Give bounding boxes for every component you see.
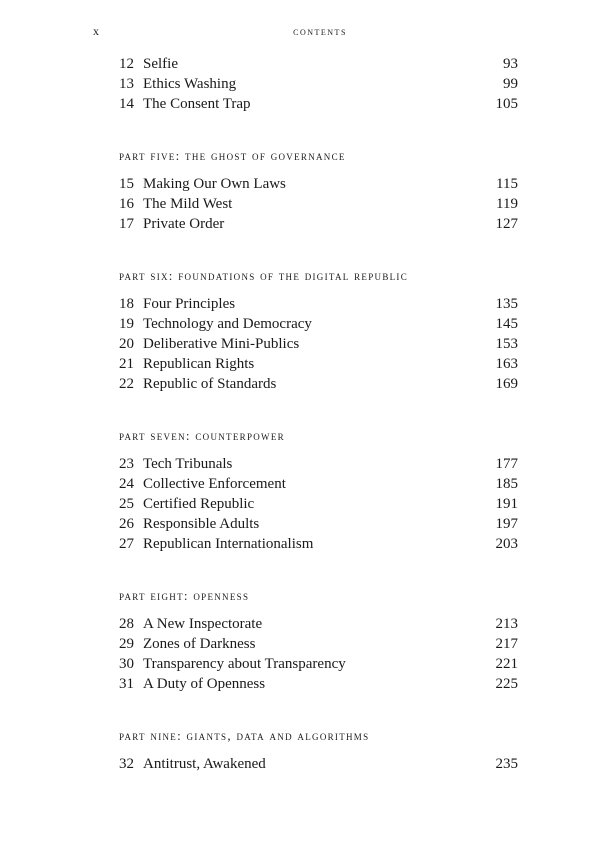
toc-entry bbox=[119, 674, 518, 694]
page-number: 191 bbox=[495, 496, 518, 512]
toc-entry bbox=[119, 314, 518, 334]
toc-entry bbox=[119, 74, 518, 94]
chapter-title: Private Order bbox=[143, 216, 225, 232]
chapter-title: A New Inspectorate bbox=[143, 616, 263, 632]
chapter-title: Collective Enforcement bbox=[143, 476, 286, 492]
chapter-title: Selfie bbox=[143, 56, 178, 72]
chapter-number: 19 bbox=[119, 316, 134, 332]
chapter-number: 18 bbox=[119, 296, 134, 312]
chapter-number: 21 bbox=[119, 356, 134, 372]
chapter-title: Ethics Washing bbox=[143, 76, 237, 92]
page-number: 213 bbox=[495, 616, 518, 632]
toc-entry bbox=[119, 614, 518, 634]
page-number: 153 bbox=[495, 336, 518, 352]
page-number: 221 bbox=[495, 656, 518, 672]
toc-entry bbox=[119, 754, 518, 774]
toc-entry bbox=[119, 334, 518, 354]
toc-entry bbox=[119, 354, 518, 374]
chapter-title: Certified Republic bbox=[143, 496, 255, 512]
chapter-title: Responsible Adults bbox=[143, 516, 260, 532]
chapter-number: 13 bbox=[119, 76, 134, 92]
chapter-title: Deliberative Mini-Publics bbox=[143, 336, 300, 352]
part-heading: part six: foundations of the digital republic bbox=[119, 268, 409, 283]
part-heading: part five: the ghost of governance bbox=[119, 148, 346, 163]
chapter-number: 22 bbox=[119, 376, 134, 392]
page-number: 163 bbox=[495, 356, 518, 372]
toc-entry bbox=[119, 214, 518, 234]
page-number: 197 bbox=[495, 516, 518, 532]
chapter-number: 28 bbox=[119, 616, 134, 632]
toc-entry bbox=[119, 374, 518, 394]
toc-entry bbox=[119, 94, 518, 114]
toc-entry bbox=[119, 454, 518, 474]
page-number: 127 bbox=[495, 216, 518, 232]
chapter-title: The Consent Trap bbox=[143, 96, 251, 112]
toc-entry bbox=[119, 474, 518, 494]
toc-entry bbox=[119, 54, 518, 74]
part-heading: part nine: giants, data and algorithms bbox=[119, 728, 370, 743]
page-number: 135 bbox=[495, 296, 518, 312]
page-number: 145 bbox=[495, 316, 518, 332]
chapter-number: 17 bbox=[119, 216, 134, 232]
chapter-title: The Mild West bbox=[143, 196, 233, 212]
part-heading: part eight: openness bbox=[119, 588, 250, 603]
page-number: 185 bbox=[495, 476, 518, 492]
chapter-title: Republican Internationalism bbox=[143, 536, 314, 552]
toc-entry bbox=[119, 494, 518, 514]
chapter-number: 31 bbox=[119, 676, 134, 692]
chapter-number: 20 bbox=[119, 336, 134, 352]
chapter-title: Republican Rights bbox=[143, 356, 255, 372]
chapter-number: 25 bbox=[119, 496, 134, 512]
page-number: 217 bbox=[495, 636, 518, 652]
chapter-title: Tech Tribunals bbox=[143, 456, 233, 472]
table-of-contents bbox=[119, 54, 518, 774]
chapter-number: 29 bbox=[119, 636, 134, 652]
part-heading: part seven: counterpower bbox=[119, 428, 285, 443]
chapter-title: Technology and Democracy bbox=[143, 316, 312, 332]
page-number: 203 bbox=[495, 536, 518, 552]
chapter-title: A Duty of Openness bbox=[143, 676, 266, 692]
chapter-number: 24 bbox=[119, 476, 134, 492]
toc-entry bbox=[119, 294, 518, 314]
page-number: 99 bbox=[503, 76, 518, 92]
toc-entry bbox=[119, 534, 518, 554]
chapter-number: 16 bbox=[119, 196, 134, 212]
page-number: 169 bbox=[495, 376, 518, 392]
page-number: 119 bbox=[496, 196, 518, 212]
toc-entry bbox=[119, 634, 518, 654]
chapter-number: 32 bbox=[119, 756, 134, 772]
toc-entry bbox=[119, 174, 518, 194]
page-number: 93 bbox=[503, 56, 518, 72]
chapter-title: Making Our Own Laws bbox=[143, 176, 286, 192]
toc-entry bbox=[119, 194, 518, 214]
chapter-number: 23 bbox=[119, 456, 134, 472]
chapter-title: Antitrust, Awakened bbox=[143, 756, 266, 772]
page-number: 235 bbox=[495, 756, 518, 772]
chapter-title: Four Principles bbox=[143, 296, 236, 312]
page-folio: x bbox=[93, 24, 99, 38]
toc-entry bbox=[119, 514, 518, 534]
chapter-title: Zones of Darkness bbox=[143, 636, 256, 652]
chapter-number: 14 bbox=[119, 96, 134, 112]
running-head: contents bbox=[293, 24, 347, 38]
chapter-title: Republic of Standards bbox=[143, 376, 277, 392]
page-number: 177 bbox=[495, 456, 518, 472]
chapter-number: 26 bbox=[119, 516, 134, 532]
page-number: 105 bbox=[495, 96, 518, 112]
page-number: 115 bbox=[496, 176, 518, 192]
toc-entry bbox=[119, 654, 518, 674]
chapter-number: 27 bbox=[119, 536, 134, 552]
page-number: 225 bbox=[495, 676, 518, 692]
chapter-number: 12 bbox=[119, 56, 134, 72]
chapter-number: 15 bbox=[119, 176, 134, 192]
chapter-title: Transparency about Transparency bbox=[143, 656, 346, 672]
chapter-number: 30 bbox=[119, 656, 134, 672]
